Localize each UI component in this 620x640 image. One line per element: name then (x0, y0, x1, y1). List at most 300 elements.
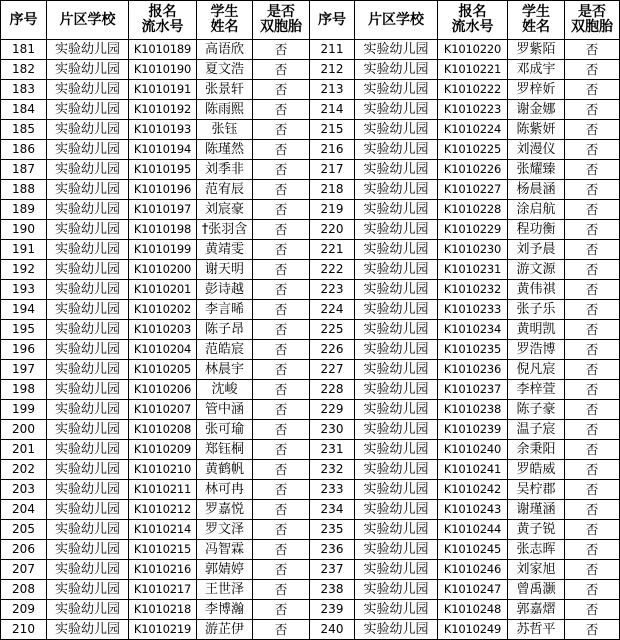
student-name-cell: 罗梓妡 (508, 80, 565, 100)
twins-cell: 否 (565, 220, 620, 240)
school-cell: 实验幼儿园 (355, 540, 438, 560)
school-cell: 实验幼儿园 (355, 280, 438, 300)
serial-cell: K1010221 (438, 60, 508, 80)
row-index: 232 (310, 460, 355, 480)
serial-cell: K1010202 (129, 300, 197, 320)
twins-cell: 否 (253, 560, 310, 580)
student-name-cell: 王世泽 (197, 580, 253, 600)
school-cell: 实验幼儿园 (355, 340, 438, 360)
twins-cell: 否 (253, 580, 310, 600)
row-index: 240 (310, 620, 355, 640)
school-cell: 实验幼儿园 (355, 520, 438, 540)
table-row (1, 340, 620, 360)
serial-cell: K1010231 (438, 260, 508, 280)
school-cell: 实验幼儿园 (47, 160, 129, 180)
serial-cell: K1010233 (438, 300, 508, 320)
twins-cell: 否 (253, 420, 310, 440)
twins-cell: 否 (565, 540, 620, 560)
twins-cell: 否 (565, 180, 620, 200)
school-cell: 实验幼儿园 (355, 560, 438, 580)
table-row (1, 400, 620, 420)
serial-cell: K1010242 (438, 480, 508, 500)
school-cell: 实验幼儿园 (47, 220, 129, 240)
table-row (1, 160, 620, 180)
twins-cell: 否 (253, 520, 310, 540)
student-name-cell: 刘季非 (197, 160, 253, 180)
student-name-cell: 夏文浩 (197, 60, 253, 80)
row-index: 203 (1, 480, 47, 500)
serial-cell: K1010189 (129, 40, 197, 60)
serial-cell: K1010195 (129, 160, 197, 180)
table-row (1, 280, 620, 300)
table-row (1, 80, 620, 100)
school-cell: 实验幼儿园 (355, 40, 438, 60)
twins-cell: 否 (565, 60, 620, 80)
student-name-cell: 黄明凯 (508, 320, 565, 340)
twins-cell: 否 (253, 60, 310, 80)
serial-cell: K1010192 (129, 100, 197, 120)
row-index: 239 (310, 600, 355, 620)
school-cell: 实验幼儿园 (355, 600, 438, 620)
row-index: 225 (310, 320, 355, 340)
school-cell: 实验幼儿园 (355, 100, 438, 120)
twins-cell: 否 (253, 180, 310, 200)
twins-cell: 否 (565, 380, 620, 400)
student-name-cell: 罗皓威 (508, 460, 565, 480)
serial-cell: K1010220 (438, 40, 508, 60)
row-index: 185 (1, 120, 47, 140)
row-index: 238 (310, 580, 355, 600)
school-cell: 实验幼儿园 (47, 300, 129, 320)
student-name-cell: 张钰 (197, 120, 253, 140)
table-row (1, 360, 620, 380)
school-cell: 实验幼儿园 (47, 380, 129, 400)
serial-cell: K1010243 (438, 500, 508, 520)
twins-cell: 否 (565, 140, 620, 160)
twins-cell: 否 (565, 520, 620, 540)
serial-cell: K1010191 (129, 80, 197, 100)
header-row (1, 1, 620, 40)
student-name-cell: 谢金娜 (508, 100, 565, 120)
school-cell: 实验幼儿园 (355, 200, 438, 220)
serial-cell: K1010204 (129, 340, 197, 360)
serial-cell: K1010217 (129, 580, 197, 600)
row-index: 184 (1, 100, 47, 120)
serial-cell: K1010209 (129, 440, 197, 460)
serial-cell: K1010224 (438, 120, 508, 140)
student-name-cell: 陈子豪 (508, 400, 565, 420)
student-name-cell: 张景轩 (197, 80, 253, 100)
row-index: 230 (310, 420, 355, 440)
serial-cell: K1010230 (438, 240, 508, 260)
school-cell: 实验幼儿园 (355, 240, 438, 260)
table-row (1, 320, 620, 340)
twins-cell: 否 (565, 260, 620, 280)
student-name-cell: 沈峻 (197, 380, 253, 400)
student-name-cell: 罗文泽 (197, 520, 253, 540)
twins-cell: 否 (565, 480, 620, 500)
school-cell: 实验幼儿园 (355, 60, 438, 80)
row-index: 183 (1, 80, 47, 100)
student-name-cell: 张耀臻 (508, 160, 565, 180)
student-name-cell: 张子乐 (508, 300, 565, 320)
twins-cell: 否 (253, 120, 310, 140)
twins-cell: 否 (565, 600, 620, 620)
student-name-cell: 管中涵 (197, 400, 253, 420)
serial-cell: K1010212 (129, 500, 197, 520)
twins-cell: 否 (253, 600, 310, 620)
student-name-cell: 刘漫仪 (508, 140, 565, 160)
serial-cell: K1010244 (438, 520, 508, 540)
twins-cell: 否 (565, 620, 620, 640)
twins-cell: 否 (253, 400, 310, 420)
table-row (1, 620, 620, 640)
student-name-cell: 陈紫妍 (508, 120, 565, 140)
twins-cell: 否 (253, 100, 310, 120)
school-cell: 实验幼儿园 (355, 460, 438, 480)
student-name-cell: 范皓宸 (197, 340, 253, 360)
school-cell: 实验幼儿园 (47, 260, 129, 280)
table-row (1, 560, 620, 580)
serial-cell: K1010199 (129, 240, 197, 260)
serial-cell: K1010201 (129, 280, 197, 300)
school-cell: 实验幼儿园 (355, 440, 438, 460)
serial-cell: K1010226 (438, 160, 508, 180)
header-index-left: 序号 (1, 1, 47, 40)
row-index: 191 (1, 240, 47, 260)
header-student-name-right: 学生 姓名 (508, 1, 565, 40)
row-index: 194 (1, 300, 47, 320)
school-cell: 实验幼儿园 (47, 600, 129, 620)
serial-cell: K1010232 (438, 280, 508, 300)
row-index: 220 (310, 220, 355, 240)
serial-cell: K1010237 (438, 380, 508, 400)
school-cell: 实验幼儿园 (47, 100, 129, 120)
row-index: 190 (1, 220, 47, 240)
row-index: 214 (310, 100, 355, 120)
twins-cell: 否 (253, 280, 310, 300)
row-index: 212 (310, 60, 355, 80)
header-twins-right: 是否 双胞胎 (565, 1, 620, 40)
twins-cell: 否 (253, 540, 310, 560)
table-row (1, 40, 620, 60)
header-index-right: 序号 (310, 1, 355, 40)
school-cell: 实验幼儿园 (355, 260, 438, 280)
row-index: 237 (310, 560, 355, 580)
school-cell: 实验幼儿园 (47, 420, 129, 440)
twins-cell: 否 (565, 320, 620, 340)
student-name-cell: 刘予晨 (508, 240, 565, 260)
twins-cell: 否 (565, 40, 620, 60)
serial-cell: K1010196 (129, 180, 197, 200)
row-index: 182 (1, 60, 47, 80)
row-index: 235 (310, 520, 355, 540)
row-index: 186 (1, 140, 47, 160)
table-row (1, 480, 620, 500)
header-twins-left: 是否 双胞胎 (253, 1, 310, 40)
school-cell: 实验幼儿园 (355, 320, 438, 340)
table-row (1, 600, 620, 620)
row-index: 215 (310, 120, 355, 140)
twins-cell: 否 (565, 460, 620, 480)
serial-cell: K1010219 (129, 620, 197, 640)
row-index: 198 (1, 380, 47, 400)
serial-cell: K1010248 (438, 600, 508, 620)
row-index: 236 (310, 540, 355, 560)
twins-cell: 否 (565, 500, 620, 520)
school-cell: 实验幼儿园 (47, 620, 129, 640)
row-index: 226 (310, 340, 355, 360)
school-cell: 实验幼儿园 (355, 380, 438, 400)
school-cell: 实验幼儿园 (47, 460, 129, 480)
twins-cell: 否 (565, 340, 620, 360)
twins-cell: 否 (253, 240, 310, 260)
row-index: 211 (310, 40, 355, 60)
school-cell: 实验幼儿园 (47, 40, 129, 60)
twins-cell: 否 (565, 420, 620, 440)
table-row (1, 540, 620, 560)
serial-cell: K1010240 (438, 440, 508, 460)
twins-cell: 否 (253, 200, 310, 220)
table-row (1, 140, 620, 160)
school-cell: 实验幼儿园 (355, 400, 438, 420)
serial-cell: K1010210 (129, 460, 197, 480)
twins-cell: 否 (253, 140, 310, 160)
twins-cell: 否 (253, 460, 310, 480)
student-name-cell: 温子宸 (508, 420, 565, 440)
serial-cell: K1010211 (129, 480, 197, 500)
serial-cell: K1010198 (129, 220, 197, 240)
header-student-name-left: 学生 姓名 (197, 1, 253, 40)
student-name-cell: 黄子锐 (508, 520, 565, 540)
twins-cell: 否 (565, 440, 620, 460)
row-index: 229 (310, 400, 355, 420)
student-name-cell: 彭诗越 (197, 280, 253, 300)
serial-cell: K1010205 (129, 360, 197, 380)
student-name-cell: 邓成宇 (508, 60, 565, 80)
serial-cell: K1010214 (129, 520, 197, 540)
serial-cell: K1010206 (129, 380, 197, 400)
row-index: 231 (310, 440, 355, 460)
student-name-cell: 张可瑜 (197, 420, 253, 440)
serial-cell: K1010218 (129, 600, 197, 620)
row-index: 205 (1, 520, 47, 540)
row-index: 195 (1, 320, 47, 340)
twins-cell: 否 (253, 440, 310, 460)
twins-cell: 否 (565, 400, 620, 420)
twins-cell: 否 (565, 120, 620, 140)
serial-cell: K1010234 (438, 320, 508, 340)
serial-cell: K1010227 (438, 180, 508, 200)
student-name-cell: 李梓萱 (508, 380, 565, 400)
school-cell: 实验幼儿园 (355, 300, 438, 320)
table-row (1, 420, 620, 440)
serial-cell: K1010194 (129, 140, 197, 160)
row-index: 204 (1, 500, 47, 520)
twins-cell: 否 (253, 80, 310, 100)
school-cell: 实验幼儿园 (355, 180, 438, 200)
table-row (1, 200, 620, 220)
school-cell: 实验幼儿园 (355, 620, 438, 640)
table-row (1, 300, 620, 320)
serial-cell: K1010236 (438, 360, 508, 380)
twins-cell: 否 (565, 300, 620, 320)
table-row (1, 520, 620, 540)
serial-cell: K1010239 (438, 420, 508, 440)
row-index: 218 (310, 180, 355, 200)
student-name-cell: 黄伟祺 (508, 280, 565, 300)
student-name-cell: 郭婧婷 (197, 560, 253, 580)
twins-cell: 否 (253, 260, 310, 280)
student-name-cell: 谢天明 (197, 260, 253, 280)
table-row (1, 120, 620, 140)
serial-cell: K1010225 (438, 140, 508, 160)
student-name-cell: 倪凡宸 (508, 360, 565, 380)
student-name-cell: 刘宸豪 (197, 200, 253, 220)
school-cell: 实验幼儿园 (47, 60, 129, 80)
school-cell: 实验幼儿园 (47, 440, 129, 460)
school-cell: 实验幼儿园 (355, 140, 438, 160)
twins-cell: 否 (565, 280, 620, 300)
student-name-cell: 罗紫陌 (508, 40, 565, 60)
school-cell: 实验幼儿园 (355, 420, 438, 440)
serial-cell: K1010245 (438, 540, 508, 560)
row-index: 219 (310, 200, 355, 220)
serial-cell: K1010207 (129, 400, 197, 420)
twins-cell: 否 (253, 620, 310, 640)
school-cell: 实验幼儿园 (355, 500, 438, 520)
serial-cell: K1010200 (129, 260, 197, 280)
student-name-cell: 罗浩博 (508, 340, 565, 360)
student-name-cell: 郭嘉熠 (508, 600, 565, 620)
student-name-cell: 黄靖雯 (197, 240, 253, 260)
student-name-cell: 陈雨熙 (197, 100, 253, 120)
student-name-cell: 陈子昂 (197, 320, 253, 340)
student-name-cell: 林可冉 (197, 480, 253, 500)
table-row (1, 100, 620, 120)
serial-cell: K1010229 (438, 220, 508, 240)
row-index: 200 (1, 420, 47, 440)
student-name-cell: 罗嘉悦 (197, 500, 253, 520)
row-index: 222 (310, 260, 355, 280)
twins-cell: 否 (565, 100, 620, 120)
serial-cell: K1010249 (438, 620, 508, 640)
twins-cell: 否 (253, 500, 310, 520)
twins-cell: 否 (253, 480, 310, 500)
school-cell: 实验幼儿园 (355, 580, 438, 600)
student-name-cell: 张志晖 (508, 540, 565, 560)
row-index: 207 (1, 560, 47, 580)
table-row (1, 240, 620, 260)
row-index: 210 (1, 620, 47, 640)
row-index: 197 (1, 360, 47, 380)
school-cell: 实验幼儿园 (47, 80, 129, 100)
table-body (1, 40, 620, 640)
school-cell: 实验幼儿园 (47, 140, 129, 160)
row-index: 216 (310, 140, 355, 160)
twins-cell: 否 (565, 160, 620, 180)
twins-cell: 否 (253, 360, 310, 380)
row-index: 188 (1, 180, 47, 200)
student-name-cell: 谢瑾涵 (508, 500, 565, 520)
twins-cell: 否 (565, 80, 620, 100)
school-cell: 实验幼儿园 (47, 560, 129, 580)
student-name-cell: 林晨宇 (197, 360, 253, 380)
table-row (1, 180, 620, 200)
row-index: 228 (310, 380, 355, 400)
school-cell: 实验幼儿园 (355, 360, 438, 380)
student-name-cell: 杨晨涵 (508, 180, 565, 200)
row-index: 196 (1, 340, 47, 360)
row-index: 223 (310, 280, 355, 300)
row-index: 206 (1, 540, 47, 560)
table-row (1, 440, 620, 460)
school-cell: 实验幼儿园 (47, 400, 129, 420)
header-school-right: 片区学校 (355, 1, 438, 40)
school-cell: 实验幼儿园 (47, 360, 129, 380)
student-name-cell: 刘家旭 (508, 560, 565, 580)
school-cell: 实验幼儿园 (355, 80, 438, 100)
serial-cell: K1010228 (438, 200, 508, 220)
student-name-cell: 涂启航 (508, 200, 565, 220)
student-name-cell: 李博瀚 (197, 600, 253, 620)
student-name-cell: 游芷伊 (197, 620, 253, 640)
serial-cell: K1010216 (129, 560, 197, 580)
school-cell: 实验幼儿园 (47, 340, 129, 360)
twins-cell: 否 (565, 360, 620, 380)
serial-cell: K1010193 (129, 120, 197, 140)
serial-cell: K1010208 (129, 420, 197, 440)
table-row (1, 220, 620, 240)
school-cell: 实验幼儿园 (47, 320, 129, 340)
header-serial-right: 报名 流水号 (438, 1, 508, 40)
row-index: 201 (1, 440, 47, 460)
twins-cell: 否 (253, 320, 310, 340)
twins-cell: 否 (565, 560, 620, 580)
row-index: 234 (310, 500, 355, 520)
school-cell: 实验幼儿园 (47, 280, 129, 300)
serial-cell: K1010238 (438, 400, 508, 420)
twins-cell: 否 (253, 340, 310, 360)
twins-cell: 否 (253, 300, 310, 320)
table-row (1, 500, 620, 520)
school-cell: 实验幼儿园 (355, 480, 438, 500)
row-index: 189 (1, 200, 47, 220)
table-row (1, 260, 620, 280)
student-name-cell: 陈瑾然 (197, 140, 253, 160)
row-index: 193 (1, 280, 47, 300)
serial-cell: K1010223 (438, 100, 508, 120)
table-row (1, 60, 620, 80)
twins-cell: 否 (565, 240, 620, 260)
row-index: 213 (310, 80, 355, 100)
row-index: 233 (310, 480, 355, 500)
school-cell: 实验幼儿园 (355, 120, 438, 140)
serial-cell: K1010235 (438, 340, 508, 360)
school-cell: 实验幼儿园 (47, 500, 129, 520)
school-cell: 实验幼儿园 (47, 120, 129, 140)
student-name-cell: 游文源 (508, 260, 565, 280)
serial-cell: K1010241 (438, 460, 508, 480)
student-name-cell: 李言晞 (197, 300, 253, 320)
row-index: 187 (1, 160, 47, 180)
serial-cell: K1010247 (438, 580, 508, 600)
twins-cell: 否 (253, 220, 310, 240)
student-name-cell: 郑钰桐 (197, 440, 253, 460)
twins-cell: 否 (253, 40, 310, 60)
serial-cell: K1010197 (129, 200, 197, 220)
row-index: 217 (310, 160, 355, 180)
